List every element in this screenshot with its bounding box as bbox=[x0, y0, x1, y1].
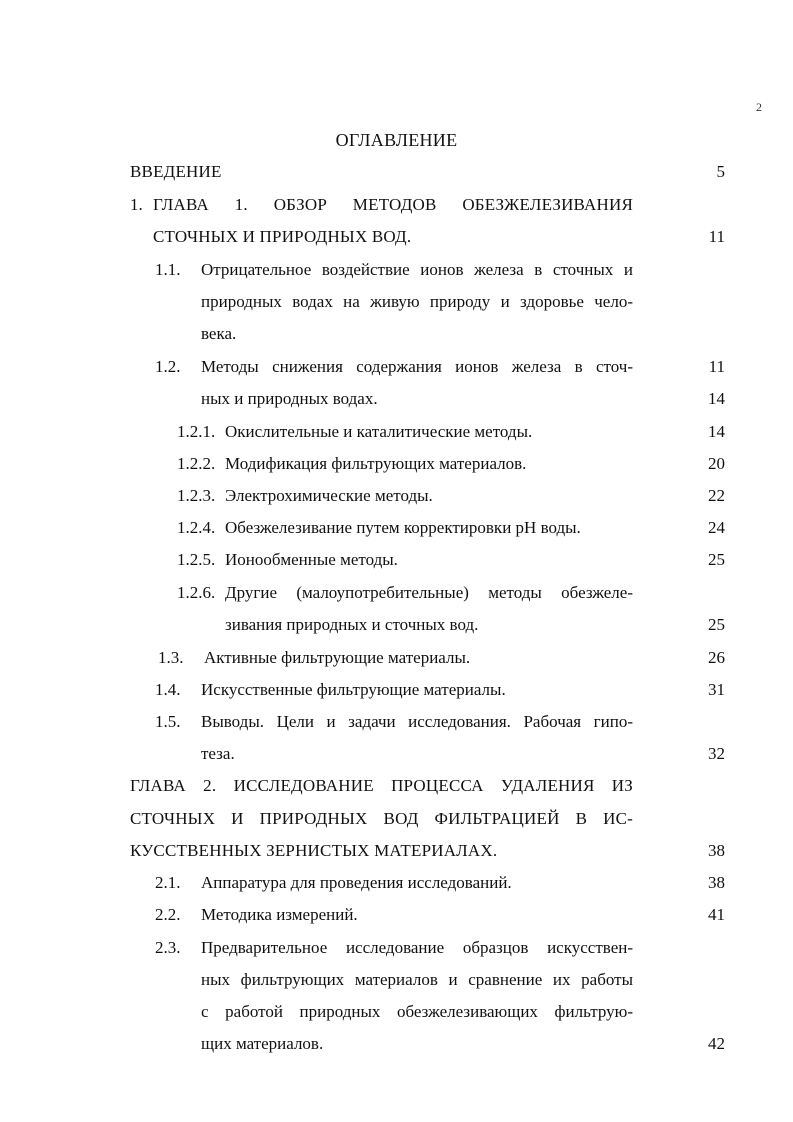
toc-entry-1-3[interactable] bbox=[0, 646, 793, 670]
toc-page: 41 bbox=[708, 905, 725, 924]
toc-number: 1.4. bbox=[155, 680, 181, 699]
toc-number: 1.2.1. bbox=[177, 422, 216, 441]
toc-text: ГЛАВА 2. ИССЛЕДОВАНИЕ ПРОЦЕССА УДАЛЕНИЯ ИЗ bbox=[130, 776, 633, 795]
toc-page: 42 bbox=[708, 1034, 725, 1053]
toc-text: Аппаратура для проведения исследований. bbox=[201, 873, 512, 892]
toc-text: ных и природных водах. bbox=[201, 389, 378, 408]
toc-text: Искусственные фильтрующие материалы. bbox=[201, 680, 506, 699]
page-number: 2 bbox=[756, 100, 762, 114]
toc-text: СТОЧНЫХ И ПРИРОДНЫХ ВОД ФИЛЬТРАЦИЕЙ В ИС- bbox=[130, 809, 633, 828]
toc-text: зивания природных и сточных вод. bbox=[225, 615, 479, 634]
toc-number: 1. bbox=[130, 195, 143, 214]
toc-text: СТОЧНЫХ И ПРИРОДНЫХ ВОД. bbox=[153, 227, 412, 246]
toc-number: 2.2. bbox=[155, 905, 181, 924]
toc-number: 1.2.4. bbox=[177, 518, 216, 537]
toc-text: Модификация фильтрующих материалов. bbox=[225, 454, 527, 473]
toc-page: 20 bbox=[708, 454, 725, 473]
page-title: ОГЛАВЛЕНИЕ bbox=[335, 130, 458, 150]
toc-entry-1-4[interactable] bbox=[0, 678, 793, 702]
toc-text: Окислительные и каталитические методы. bbox=[225, 422, 533, 441]
toc-entry-1-2-1[interactable] bbox=[0, 420, 793, 444]
toc-text: Обезжелезивание путем корректировки pH воды. bbox=[225, 518, 581, 537]
toc-number: 1.3. bbox=[158, 648, 184, 667]
toc-number: 1.2. bbox=[155, 357, 181, 376]
toc-text: природных водах на живую природу и здоровье чело- bbox=[201, 292, 633, 311]
toc-entry-intro[interactable] bbox=[0, 160, 793, 184]
toc-page: 38 bbox=[708, 841, 725, 860]
toc-entry-1-2-5[interactable] bbox=[0, 548, 793, 572]
toc-number: 2.3. bbox=[155, 938, 181, 957]
toc-page: 14 bbox=[708, 422, 725, 441]
toc-number: 1.1. bbox=[155, 260, 181, 279]
toc-text: Отрицательное воздействие ионов железа в сточных и bbox=[201, 260, 633, 279]
toc-page: 25 bbox=[708, 615, 725, 634]
toc-page: 11 bbox=[708, 357, 725, 376]
toc-text: Методика измерений. bbox=[201, 905, 358, 924]
toc-entry-1-2-4[interactable] bbox=[0, 516, 793, 540]
toc-page: 22 bbox=[708, 486, 725, 505]
toc-number: 1.2.3. bbox=[177, 486, 216, 505]
toc-entry-1-2-3[interactable] bbox=[0, 484, 793, 508]
toc-text: века. bbox=[201, 324, 237, 343]
toc-number: 1.2.5. bbox=[177, 550, 216, 569]
toc-text: КУССТВЕННЫХ ЗЕРНИСТЫХ МАТЕРИАЛАХ. bbox=[130, 841, 498, 860]
toc-page: 24 bbox=[708, 518, 725, 537]
toc-page: 38 bbox=[708, 873, 725, 892]
toc-text: Электрохимические методы. bbox=[225, 486, 433, 505]
toc-text: Другие (малоупотребительные) методы обезжеле- bbox=[225, 583, 633, 602]
toc-entry-2-1[interactable] bbox=[0, 871, 793, 895]
toc-text: Выводы. Цели и задачи исследования. Рабочая гипо- bbox=[201, 712, 633, 731]
toc-page: 14 bbox=[708, 389, 725, 408]
toc-page: 11 bbox=[708, 227, 725, 246]
toc-text: Активные фильтрующие материалы. bbox=[204, 648, 471, 667]
toc-text: ВВЕДЕНИЕ bbox=[130, 162, 222, 181]
toc-number: 2.1. bbox=[155, 873, 181, 892]
toc-entry-2-2[interactable] bbox=[0, 903, 793, 927]
toc-text: ГЛАВА 1. ОБЗОР МЕТОДОВ ОБЕЗЖЕЛЕЗИВАНИЯ bbox=[153, 195, 633, 214]
toc-text: Предварительное исследование образцов искусствен- bbox=[201, 938, 633, 957]
toc-text: теза. bbox=[201, 744, 235, 763]
toc-text: щих материалов. bbox=[201, 1034, 324, 1053]
toc-number: 1.2.6. bbox=[177, 583, 216, 602]
toc-page: 26 bbox=[708, 648, 725, 667]
toc-text: ных фильтрующих материалов и сравнение их работы bbox=[201, 970, 633, 989]
toc-text: Методы снижения содержания ионов железа в сточ- bbox=[201, 357, 633, 376]
toc-page: 5 bbox=[716, 162, 725, 181]
toc-page: 32 bbox=[708, 744, 725, 763]
toc-number: 1.2.2. bbox=[177, 454, 216, 473]
toc-page: 25 bbox=[708, 550, 725, 569]
toc-entry-1-2-2[interactable] bbox=[0, 452, 793, 476]
toc-number: 1.5. bbox=[155, 712, 181, 731]
toc-page: 31 bbox=[708, 680, 725, 699]
toc-text: Ионообменные методы. bbox=[225, 550, 398, 569]
toc-text: с работой природных обезжелезивающих фильтрую- bbox=[201, 1002, 633, 1021]
